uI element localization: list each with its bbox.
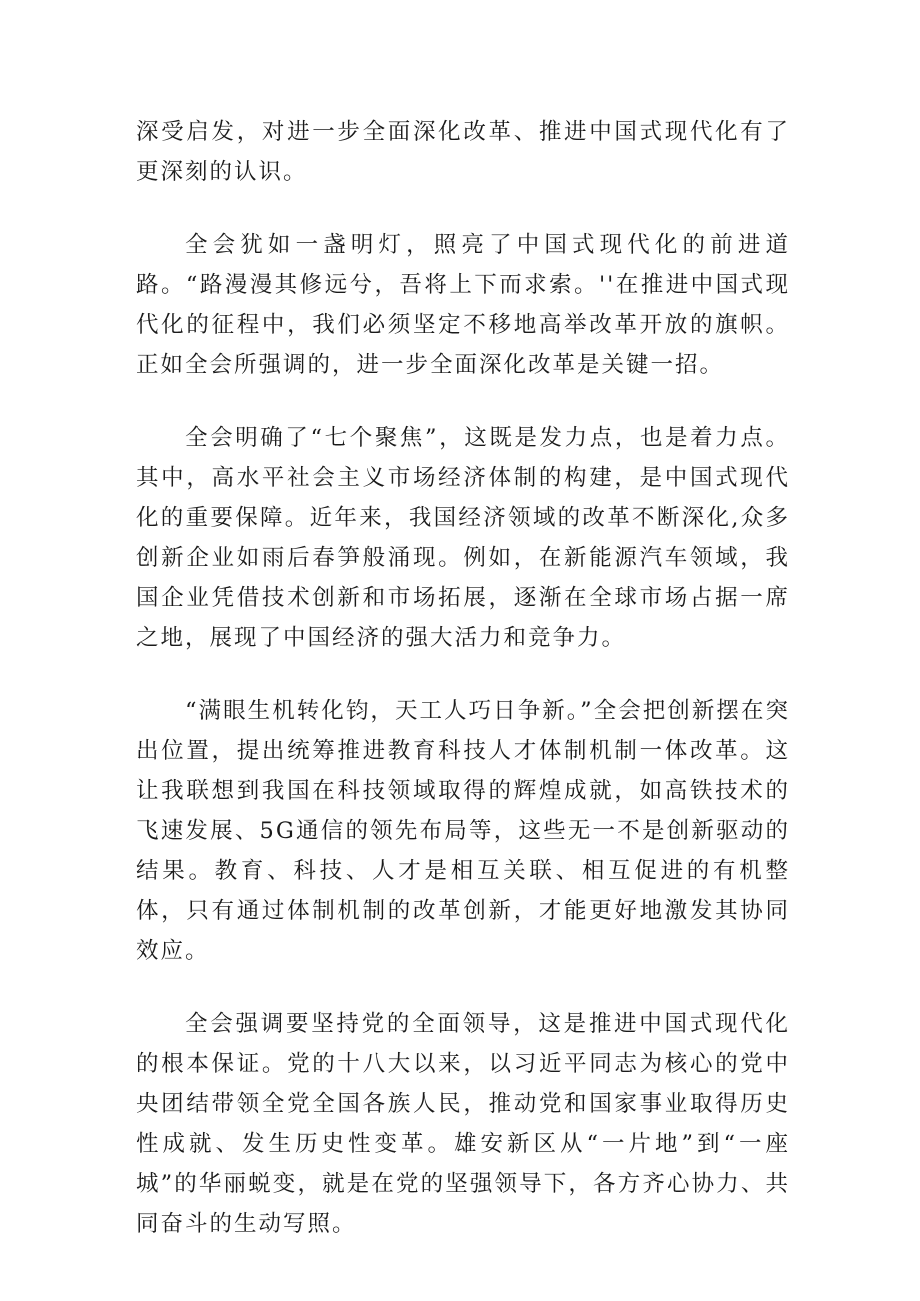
paragraph-4: “满眼生机转化钧，天工人巧日争新。”全会把创新摆在突出位置，提出统筹推进教育科技人才体制机制一体改革。这让我联想到我国在科技领域取得的辉煌成就，如高铁技术的飞速发展、5G通信的领先布局等，这些无一不是创新驱动的结果。教育、科技、人才是相互关联、相互促进的有机整体，只有通过体制机制的改革创新，才能更好地激发其协同效应。 <box>136 698 790 964</box>
paragraph-1: 深受启发，对进一步全面深化改革、推进中国式现代化有了更深刻的认识。 <box>136 119 790 185</box>
paragraph-3: 全会明确了“七个聚焦”，这既是发力点，也是着力点。其中，高水平社会主义市场经济体制的构建，是中国式现代化的重要保障。近年来，我国经济领域的改革不断深化,众多创新企业如雨后春笋般涌现。例如，在新能源汽车领域，我国企业凭借技术创新和市场拓展，逐渐在全球市场占据一席之地，展现了中国经济的强大活力和竞争力。 <box>136 425 790 651</box>
paragraph-2: 全会犹如一盏明灯，照亮了中国式现代化的前进道路。“路漫漫其修远兮，吾将上下而求索。''在推进中国式现代化的征程中，我们必须坚定不移地高举改革开放的旗帜。正如全会所强调的，进一步全面深化改革是关键一招。 <box>136 232 790 378</box>
paragraph-5: 全会强调要坚持党的全面领导，这是推进中国式现代化的根本保证。党的十八大以来，以习近平同志为核心的党中央团结带领全党全国各族人民，推动党和国家事业取得历史性成就、发生历史性变革。雄安新区从“一片地”到“一座城”的华丽蜕变，就是在党的坚强领导下，各方齐心协力、共同奋斗的生动写照。 <box>136 1011 790 1237</box>
